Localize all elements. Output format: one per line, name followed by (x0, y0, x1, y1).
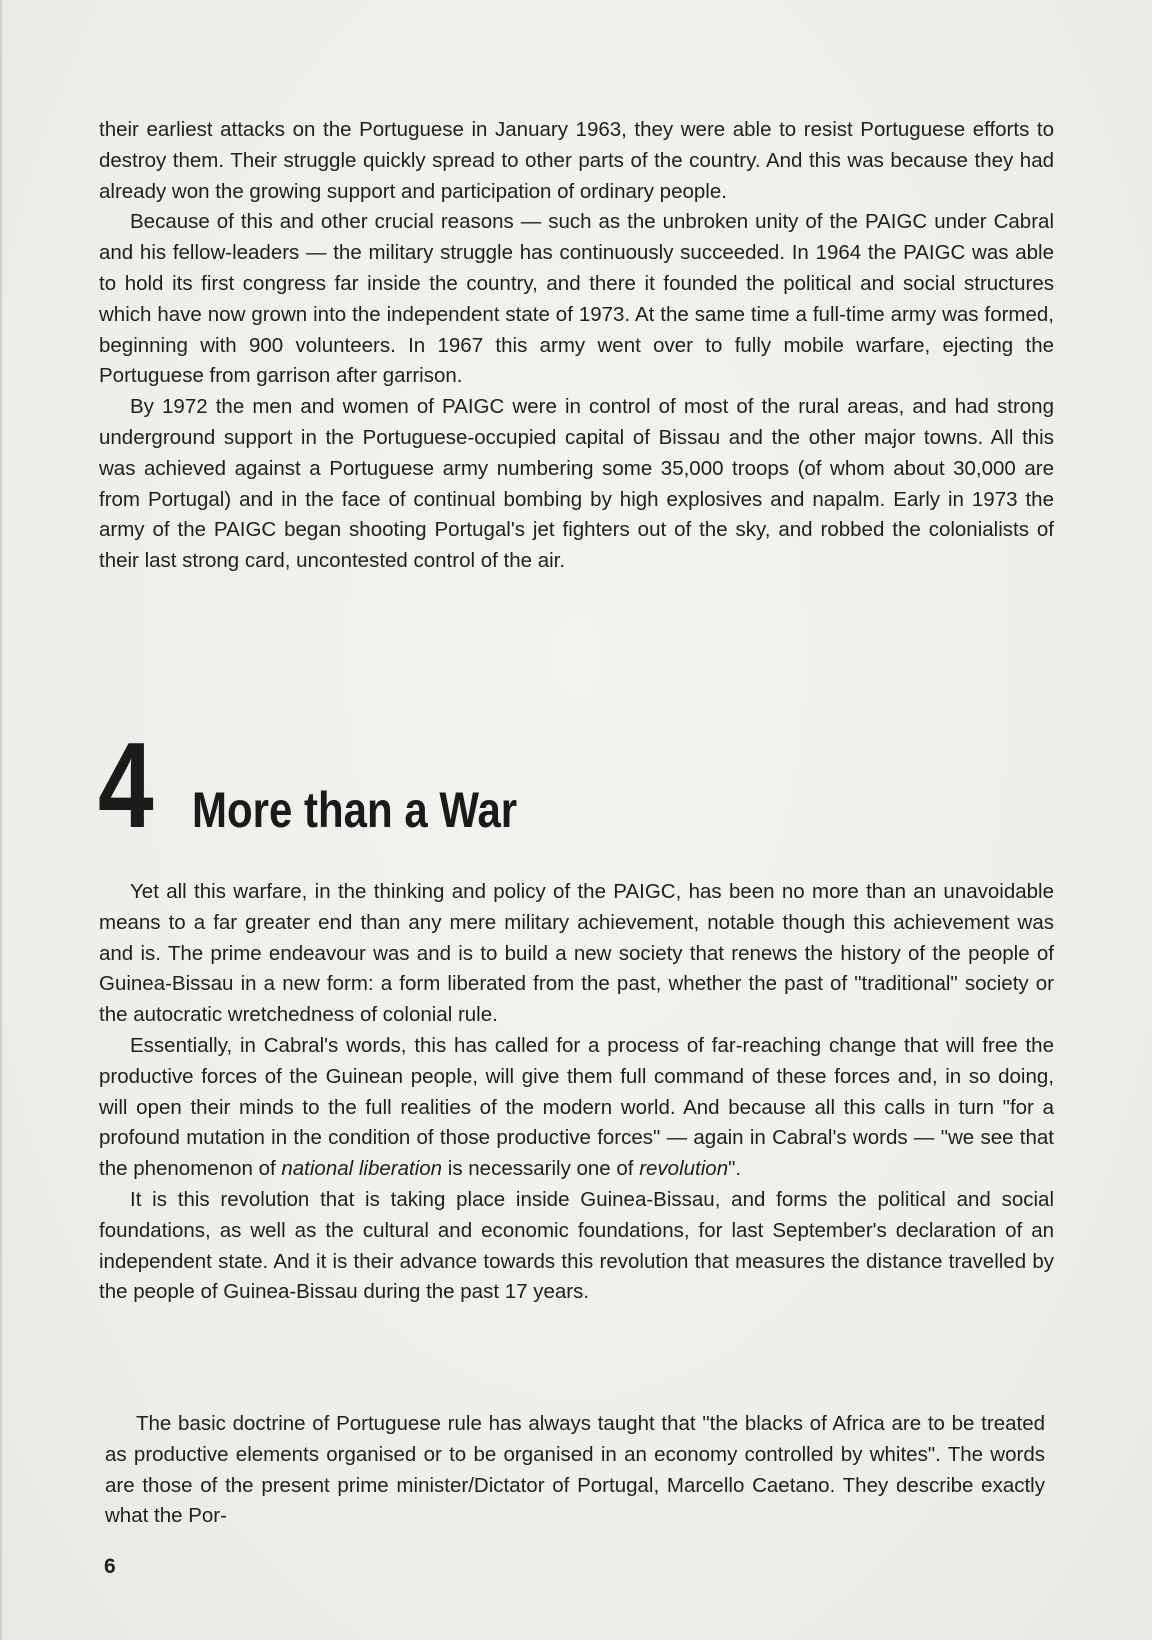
page-number: 6 (104, 1555, 116, 1578)
paragraph: By 1972 the men and women of PAIGC were in control of most of the rural areas, and had strong underground support in the Portuguese-occupied capital of Bissau and the other major towns. All this was achieved against a Portuguese army numbering some 35,000 troops (of whom about 30,000 are from Portugal) and in the face of continual bombing by high explosives and napalm. Early in 1973 the army of the PAIGC began shooting Portugal's jet fighters out of the sky, and robbed the colonialists of their last strong card, uncontested control of the air. (99, 395, 1054, 573)
emphasis-text: revolution (639, 1157, 729, 1181)
paragraph: It is this revolution that is taking place inside Guinea-Bissau, and forms the political and social foundations, as well as the cultural and economic foundations, for last September's declaration of an independent state. And it is their advance towards this revolution that measures the distance travelled by the people of Guinea-Bissau during the past 17 years. (99, 1187, 1054, 1304)
body-text-top (99, 115, 1054, 577)
chapter-number: 4 (98, 717, 153, 853)
paragraph-text: is necessarily one of (442, 1157, 640, 1181)
body-text-middle (99, 877, 1054, 1308)
paragraph: The basic doctrine of Portuguese rule has always taught that "the blacks of Africa are to be treated as productive elements organised or to be organised in an economy controlled by whites". The words are those of the present prime minister/Dictator of Portugal, Marcello Caetano. They describe exactly what the Por- (105, 1412, 1045, 1528)
chapter-title: More than a War (192, 782, 518, 838)
paragraph (99, 1031, 1054, 1185)
paragraph: Yet all this warfare, in the thinking and policy of the PAIGC, has been no more than an unavoidable means to a far greater end than any mere military achievement, notable though this achievement was and is. The prime endeavour was and is to build a new society that renews the history of the people of Guinea-Bissau in a new form: a form liberated from the past, whether the past of "traditional" society or the autocratic wretchedness of colonial rule. (99, 880, 1054, 1027)
emphasis-text: national liberation (281, 1157, 443, 1181)
page-edge (0, 0, 2, 1640)
paragraph-text: ". (728, 1157, 742, 1181)
paragraph-text: Essentially, in Cabral's words, this has called for a process of far-reaching change that will free the productive forces of the Guinean people, will give them full command of these forces and, in so doing, will open their minds to the full realities of the modern world. And because all this calls in turn "for a profound mutation in the condition of those productive forces" — again in Cabral's words — "we see that the phenomenon of (99, 1033, 1054, 1181)
paragraph: Because of this and other crucial reasons — such as the unbroken unity of the PAIGC under Cabral and his fellow-leaders — the military struggle has continuously succeeded. In 1964 the PAIGC was able to hold its first congress far inside the country, and there it founded the political and social structures which have now grown into the independent state of 1973. At the same time a full-time army was formed, beginning with 900 volunteers. In 1967 this army went over to fully mobile warfare, ejecting the Portuguese from garrison after garrison. (99, 210, 1054, 388)
body-text-bottom (105, 1409, 1045, 1532)
chapter-heading (98, 717, 798, 853)
paragraph: their earliest attacks on the Portuguese in January 1963, they were able to resist Portuguese efforts to destroy them. Their struggle quickly spread to other parts of the country. And this was because they had already won the growing support and participation of ordinary people. (99, 118, 1054, 203)
